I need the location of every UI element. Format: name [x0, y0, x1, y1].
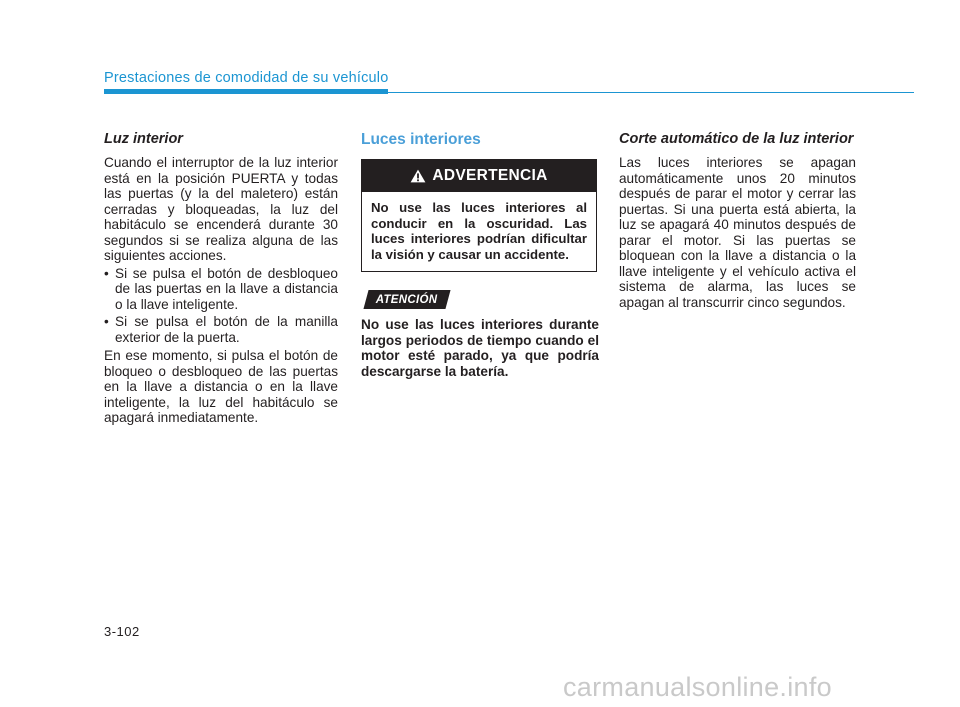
heading-luz-interior: Luz interior	[104, 131, 183, 147]
caution-text: No use las luces interiores durante largos periodos de tiempo cuando el motor esté parado, ya que podría descargarse la batería.	[361, 317, 599, 379]
column-luz-interior	[104, 131, 338, 426]
bullet-dot: •	[104, 265, 109, 281]
bullet-text: Si se pulsa el botón de desbloqueo de las puertas en la llave a distancia o la llave inteligente.	[115, 265, 338, 312]
watermark: carmanualsonline.info	[563, 672, 832, 702]
warning-text: No use las luces interiores al conducir en la oscuridad. Las luces interiores podrían dificultar la visión y causar un accidente.	[371, 200, 587, 262]
page-number: 3-102	[104, 624, 140, 639]
bullet-dot: •	[104, 314, 109, 329]
heading-luces-interiores: Luces interiores	[361, 131, 481, 148]
heading-corte-automatico: Corte automático de la luz interior	[619, 131, 854, 147]
bullet-text: Si se pulsa el botón de la manilla exterior de la puerta.	[115, 314, 338, 345]
section-title: Prestaciones de comodidad de su vehículo	[104, 70, 389, 86]
header-accent-bar	[104, 89, 388, 94]
paragraph-closing: En ese momento, si pulsa el botón de bloqueo o desbloqueo de las puertas en la llave a distancia o en la llave inteligente, la luz del habitáculo se apagará inmediatamente.	[104, 348, 338, 425]
bullet-item	[104, 314, 338, 345]
warning-triangle-icon	[410, 169, 426, 183]
paragraph-corte: Las luces interiores se apagan automáticamente unos 20 minutos después de parar el motor y cerrar las puertas. Si una puerta está abierta, la luz se apagará 40 minutos después de parar el motor. Si las puertas se bloquean con la llave a distancia o la llave inteligente y el vehículo activa el sistema de alarma, las luces se apagan al transcurrir cinco segundos.	[619, 155, 856, 310]
warning-box	[361, 159, 597, 272]
paragraph-intro: Cuando el interruptor de la luz interior está en la posición PUERTA y todas las puertas (y la del maletero) están cerradas y bloqueadas, la luz del habitáculo se encenderá durante 30 segundos si se realiza alguna de las siguientes acciones.	[104, 155, 338, 263]
warning-header	[362, 160, 596, 192]
caution-label: ATENCIÓN	[375, 294, 438, 306]
warning-label: ADVERTENCIA	[432, 167, 548, 184]
column-corte-automatico	[619, 131, 856, 310]
bullet-list	[104, 266, 338, 346]
column-luces-interiores	[361, 131, 599, 379]
caution-badge	[363, 290, 450, 309]
bullet-item	[104, 266, 338, 313]
header-rule	[388, 92, 914, 94]
